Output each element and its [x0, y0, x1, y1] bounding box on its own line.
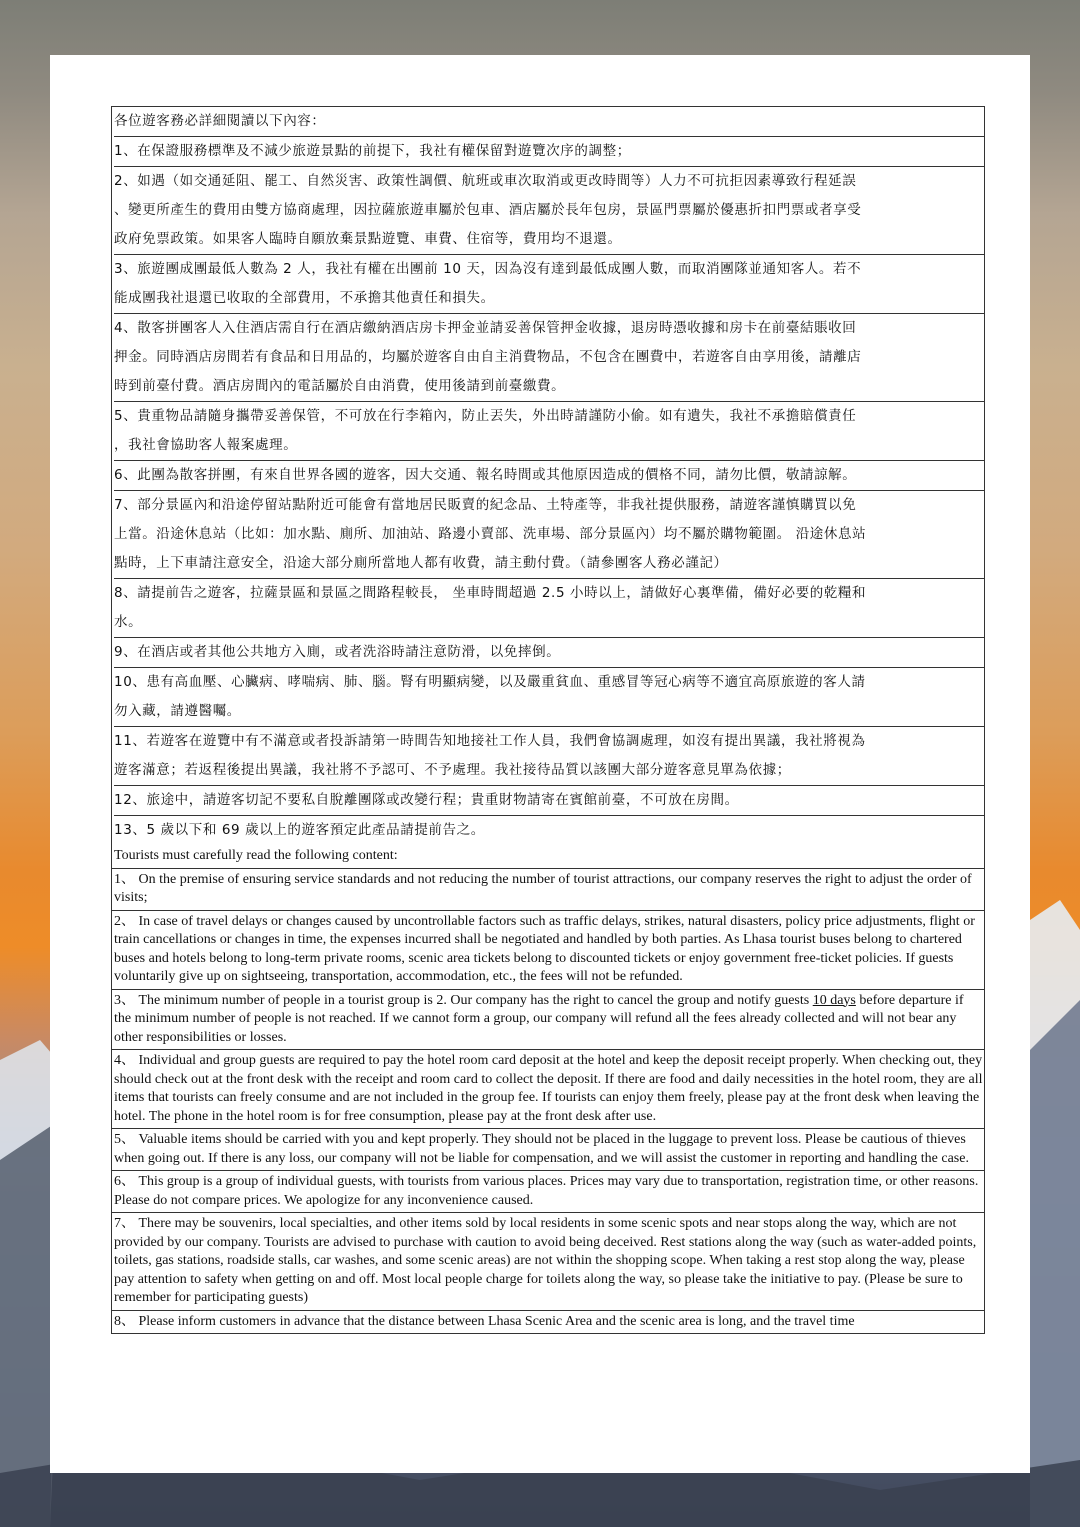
zh-item-row: 點時，上下車請注意安全，沿途大部分廁所當地人都有收費，請主動付費。（請參團客人務必謹記） [114, 555, 728, 571]
zh-item-row: 10、患有高血壓、心臟病、哮喘病、肺、腦。腎有明顯病變，以及嚴重貧血、重感冒等冠心病等不適宜高原旅遊的客人請 [114, 674, 866, 690]
chinese-notice [112, 107, 984, 845]
zh-item-row: ，我社會協助客人報案處理。 [114, 437, 298, 453]
en-item: 5、 Valuable items should be carried with you and kept properly. They should not be placed in the luggage to prevent loss. Please be cautious of thieves when going out. If there is any loss, our company will not be liable for compensation, and we will assist the customer in reporting and handling the case. [112, 1128, 984, 1170]
zh-item-row: 押金。同時酒店房間若有食品和日用品的，均屬於遊客自由自主消費物品，不包含在團費中，若遊客自由享用後，請離店 [114, 349, 862, 365]
zh-item [114, 401, 984, 460]
en-item: 7、 There may be souvenirs, local specialties, and other items sold by local residents in some scenic spots and near stops along the way, which are not provided by our company. Tourists are advised to purchase with caution to avoid being deceived. Rest stations along the way (such as water-added points, toilets, gas stations, roadside stalls, car washes, and some scenic areas) are not within the shopping scope. When taking a rest stop along the way, please pay attention to safety when getting on and off. Most local people charge for toilets along the way, so please take the initiative to pay. (Please be sure to remember for participating guests) [112, 1212, 984, 1310]
zh-item-row: 上當。沿途休息站（比如：加水點、廁所、加油站、路邊小賣部、洗車場、部分景區內）均不屬於購物範圍。 沿途休息站 [114, 526, 867, 542]
en-item: 2、 In case of travel delays or changes caused by uncontrollable factors such as traffic delays, strikes, natural disasters, policy price adjustments, flight or train cancellations or changes in time, the expenses incurred shall be negotiated and handled by both parties. As Lhasa tourist buses belong to chartered buses and hotels belong to long-term private rooms, scenic area tickets belong to discounted tickets or enjoy government free-ticket policies. If guests voluntarily give up on sightseeing, transportation, accommodation, etc., the fees will not be refunded. [112, 910, 984, 989]
zh-item-row: 政府免票政策。如果客人臨時自願放棄景點遊覽、車費、住宿等，費用均不退還。 [114, 231, 622, 247]
zh-item [114, 785, 984, 815]
zh-item-row: 3、旅遊團成團最低人數為 2 人，我社有權在出團前 10 天，因為沒有達到最低成團人數，而取消團隊並通知客人。若不 [114, 261, 862, 277]
zh-item-row: 9、在酒店或者其他公共地方入廁，或者洗浴時請注意防滑，以免摔倒。 [114, 644, 561, 660]
zh-intro: 各位遊客務必詳細閱讀以下內容： [114, 113, 326, 129]
zh-item [114, 578, 984, 637]
zh-item-row: 水。 [114, 614, 143, 630]
zh-item-row: 13、5 歲以下和 69 歲以上的遊客預定此產品請提前告之。 [114, 822, 485, 838]
en-item: 4、 Individual and group guests are required to pay the hotel room card deposit at the hotel and keep the deposit receipt properly. When checking out, they should check out at the front desk with the receipt and room card to collect the deposit. If there are food and daily necessities in the hotel room, they are all items that tourists can freely consume and are not included in the group fee. If tourists can enjoy them freely, please pay at the front desk when leaving the hotel. The phone in the hotel room is for free consumption, please pay at the front desk after use. [112, 1049, 984, 1128]
zh-item [114, 136, 984, 166]
en-item: 3、 The minimum number of people in a tourist group is 2. Our company has the right to cancel the group and notify guests 10 days before departure if the minimum number of people is not reached. If we cannot form a group, our company will refund all the fees already collected and will not bear any other responsibilities or losses. [112, 989, 984, 1050]
underlined-days: 10 days [812, 992, 856, 1008]
en-item: 6、 This group is a group of individual guests, with tourists from various places. Prices may vary due to transportation, registration time, or other reasons. Please do not compare prices. We apologize for any inconvenience caused. [112, 1170, 984, 1212]
english-notice [112, 845, 984, 1333]
zh-item [114, 490, 984, 578]
zh-item [114, 166, 984, 254]
zh-item-row: 時到前臺付費。酒店房間內的電話屬於自由消費，使用後請到前臺繳費。 [114, 378, 566, 394]
zh-item-row: 5、貴重物品請隨身攜帶妥善保管，不可放在行李箱內，防止丟失，外出時請謹防小偷。如有遺失，我社不承擔賠償責任 [114, 408, 857, 424]
zh-item-row: 遊客滿意；若返程後提出異議，我社將不予認可、不予處理。我社接待品質以該團大部分遊客意見單為依據； [114, 762, 791, 778]
zh-item-row: 12、旅途中，請遊客切記不要私自脫離團隊或改變行程；貴重財物請寄在賓館前臺，不可放在房間。 [114, 792, 739, 808]
zh-item-row: 能成團我社退還已收取的全部費用，不承擔其他責任和損失。 [114, 290, 495, 306]
zh-item-row: 8、請提前告之遊客，拉薩景區和景區之間路程較長， 坐車時間超過 2.5 小時以上，請做好心裏準備，備好必要的乾糧和 [114, 585, 867, 601]
zh-item-row: 1、在保證服務標準及不減少旅遊景點的前提下，我社有權保留對遊覽次序的調整； [114, 143, 631, 159]
zh-item [114, 460, 984, 490]
en-item: 1、 On the premise of ensuring service standards and not reducing the number of tourist attractions, our company reserves the right to adjust the order of visits; [112, 868, 984, 910]
en-item: 8、 Please inform customers in advance that the distance between Lhasa Scenic Area and the scenic area is long, and the travel time [112, 1310, 984, 1334]
zh-item [114, 637, 984, 667]
notice-table [111, 106, 985, 1334]
zh-item-row: 、變更所產生的費用由雙方協商處理，因拉薩旅遊車屬於包車、酒店屬於長年包房，景區門票屬於優惠折扣門票或者享受 [114, 202, 862, 218]
zh-item [114, 815, 984, 845]
zh-item-row: 勿入藏，請遵醫囑。 [114, 703, 241, 719]
zh-item-row: 4、散客拼團客人入住酒店需自行在酒店繳納酒店房卡押金並請妥善保管押金收據，退房時憑收據和房卡在前臺結賬收回 [114, 320, 857, 336]
zh-item-row: 7、部分景區內和沿途停留站點附近可能會有當地居民販賣的紀念品、土特產等，非我社提供服務，請遊客謹慎購買以免 [114, 497, 857, 513]
zh-item [114, 313, 984, 401]
zh-item [114, 254, 984, 313]
zh-item-row: 2、如遇（如交通延阻、罷工、自然災害、政策性調價、航班或車次取消或更改時間等）人力不可抗拒因素導致行程延誤 [114, 173, 857, 189]
zh-item [114, 667, 984, 726]
en-intro: Tourists must carefully read the following content: [114, 848, 398, 863]
zh-item-row: 11、若遊客在遊覽中有不滿意或者投訴請第一時間告知地接社工作人員，我們會協調處理，如沒有提出異議，我社將視為 [114, 733, 866, 749]
zh-item [114, 726, 984, 785]
zh-item-row: 6、此團為散客拼團，有來自世界各國的遊客，因大交通、報名時間或其他原因造成的價格不同，請勿比價，敬請諒解。 [114, 467, 857, 483]
